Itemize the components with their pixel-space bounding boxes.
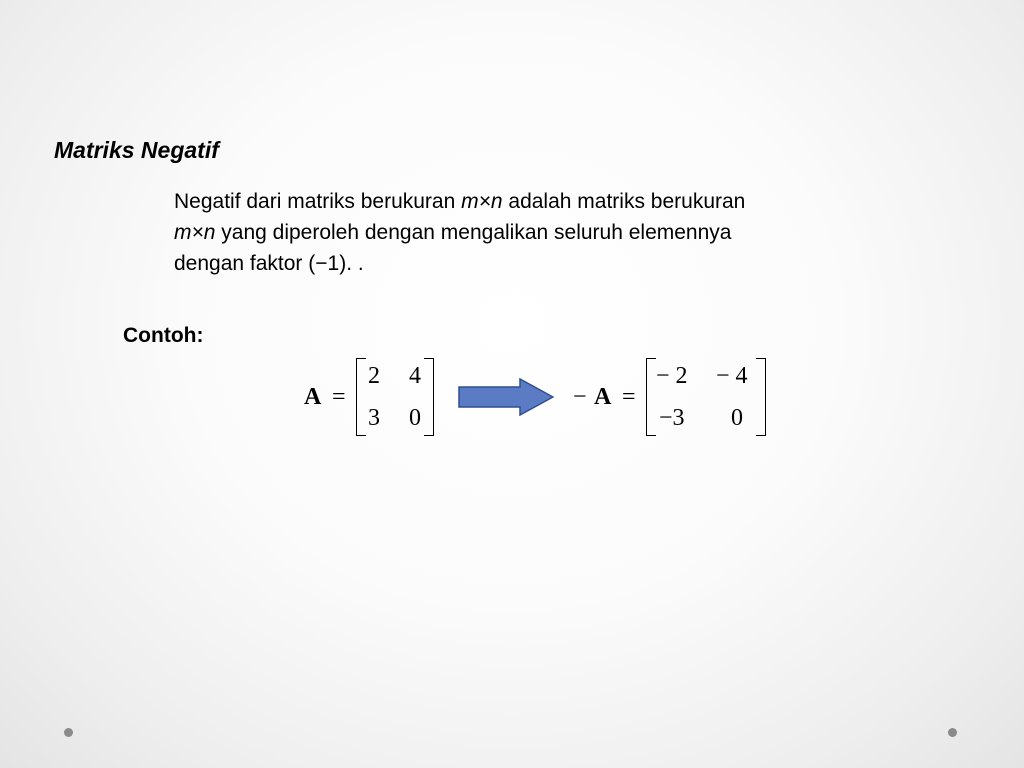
left-bracket <box>646 358 656 436</box>
dimension-variable: m×n <box>461 190 503 213</box>
matrix-cell: 4 <box>409 363 421 389</box>
matrix-cell: − 4 <box>716 363 748 389</box>
corner-dot-right <box>948 728 957 737</box>
matrix-cell: 3 <box>368 405 380 431</box>
right-bracket <box>756 358 766 436</box>
definition-line-2-text: yang diperoleh dengan mengalikan seluruh elemennya <box>215 221 732 244</box>
equals-sign: = <box>622 384 636 410</box>
left-bracket <box>356 358 366 436</box>
matrix-cell: − 2 <box>656 363 688 389</box>
definition-line-1 <box>174 186 894 217</box>
right-arrow-icon <box>458 378 554 416</box>
definition-line-1-text: Negatif dari matriks berukuran <box>174 190 462 213</box>
corner-dot-left <box>64 728 73 737</box>
equals-sign: = <box>332 384 346 410</box>
matrix-name: A <box>594 384 612 410</box>
minus-sign: − <box>573 384 587 410</box>
dimension-variable: m×n <box>174 221 216 244</box>
slide-title: Matriks Negatif <box>54 137 219 163</box>
matrix-name: A <box>304 384 322 410</box>
example-label: Contoh: <box>123 324 204 347</box>
matrix-cell: 0 <box>409 405 421 431</box>
matrix-cell: 0 <box>731 405 743 431</box>
definition-line-2 <box>174 217 894 248</box>
definition-line-1-end: adalah matriks berukuran <box>502 190 746 213</box>
definition-line-3: dengan faktor (−1). . <box>174 252 364 275</box>
right-bracket <box>424 358 434 436</box>
matrix-cell: 2 <box>368 363 380 389</box>
matrix-cell: −3 <box>659 405 685 431</box>
definition-text <box>174 186 894 279</box>
